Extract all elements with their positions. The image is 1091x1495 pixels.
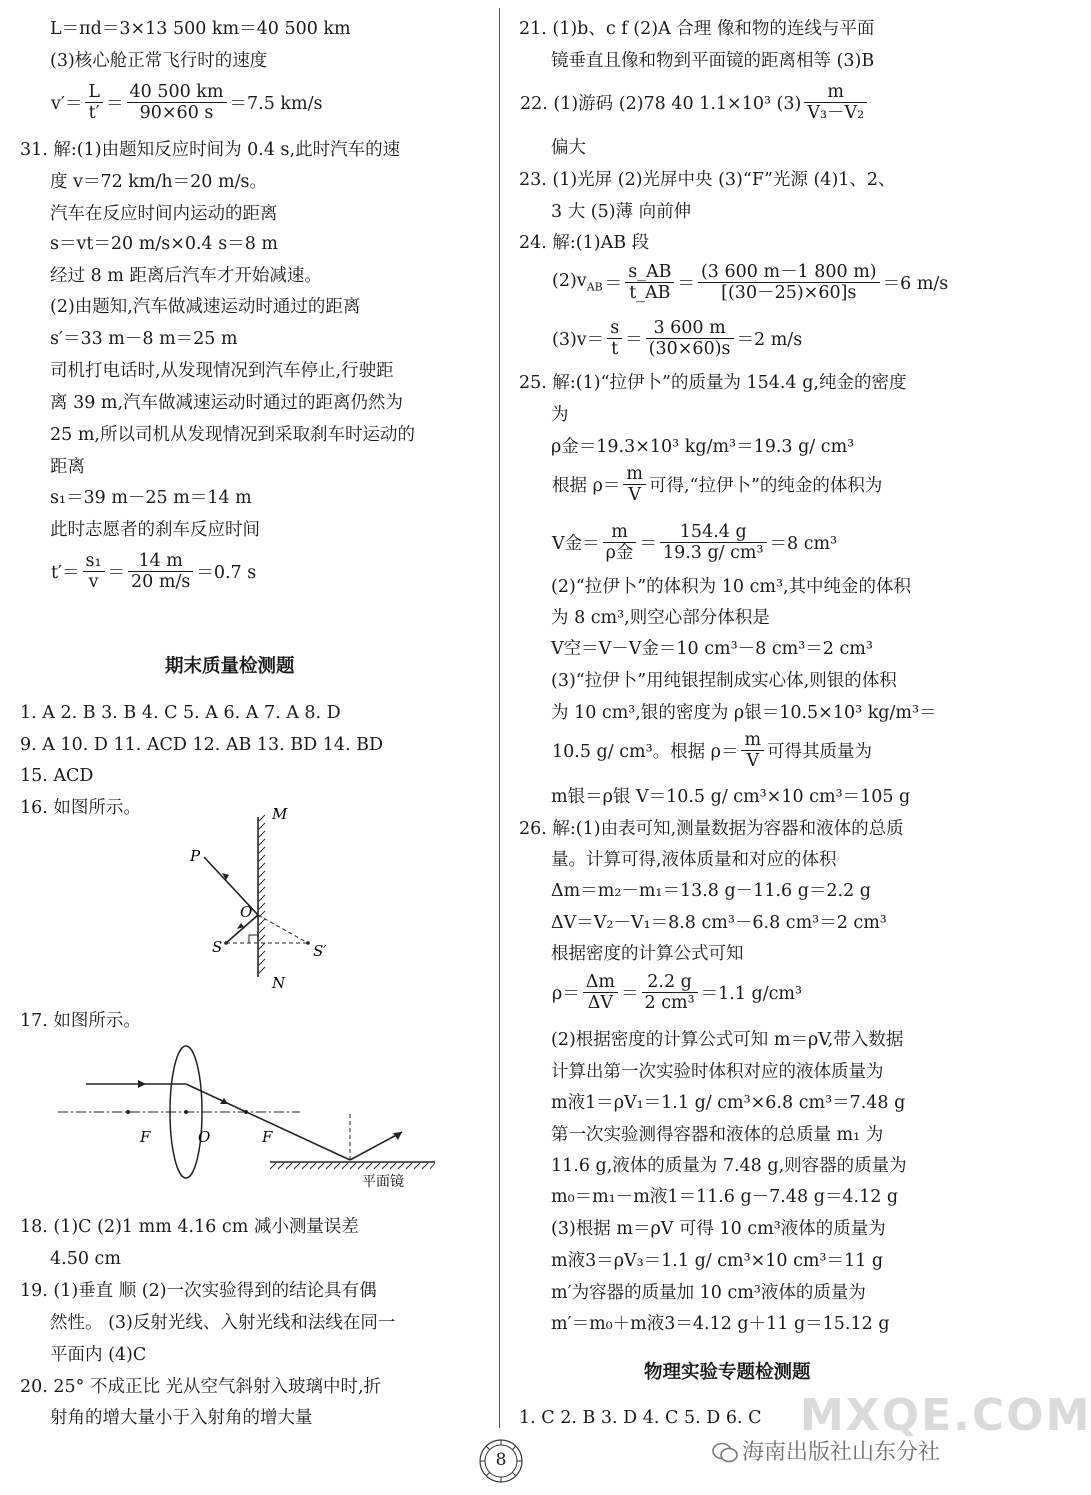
watermark-site: MXQE.COM bbox=[800, 1390, 1091, 1441]
formula-velocity: v′＝ $\frac{L}{t'}$ ＝ $\frac{40 500 km}{90\times 60 s}$ ＝7.5 km/s bbox=[51, 82, 323, 123]
text-line: s＝vt＝20 m/s×0.4 s＝8 m bbox=[50, 234, 279, 254]
column-divider bbox=[499, 8, 500, 1428]
question-23: 23. (1)光屏 (2)光屏中央 (3)“F”光源 (4)1、2、 bbox=[519, 170, 896, 190]
question-26: 26. 解:(1)由表可知,测量数据为容器和液体的总质 bbox=[519, 819, 904, 839]
text-line: 计算出第一次实验时体积对应的液体质量为 bbox=[551, 1062, 884, 1082]
label-S: S bbox=[212, 938, 223, 956]
page-number: 8 bbox=[495, 1450, 507, 1470]
text-line: m银＝ρ银 V＝10.5 g/ cm³×10 cm³＝105 g bbox=[551, 787, 911, 807]
text-line: 平面内 (4)C bbox=[50, 1345, 147, 1365]
text-line: (2)“拉伊卜”的体积为 10 cm³,其中纯金的体积 bbox=[551, 577, 912, 597]
text-line: 3 大 (5)薄 向前伸 bbox=[551, 202, 692, 222]
text-line: (2)根据密度的计算公式可知 m＝ρV,带入数据 bbox=[551, 1030, 904, 1050]
text-line: m液1＝ρV₁＝1.1 g/ cm³×6.8 cm³＝7.48 g bbox=[551, 1093, 906, 1113]
text-line: 汽车在反应时间内运动的距离 bbox=[50, 204, 278, 224]
text-line: Δm＝m₂－m₁＝13.8 g－11.6 g＝2.2 g bbox=[551, 881, 872, 901]
watermark-publisher: 海南出版社山东分社 bbox=[712, 1435, 940, 1466]
text-line: 第一次实验测得容器和液体的总质量 m₁ 为 bbox=[551, 1125, 884, 1145]
text-line: m液3＝ρV₃＝1.1 g/ cm³×10 cm³＝11 g bbox=[551, 1251, 884, 1271]
text-line: 射角的增大量小于入射角的增大量 bbox=[50, 1408, 313, 1428]
text-line: 偏大 bbox=[551, 138, 586, 158]
text-line: 经过 8 m 距离后汽车才开始减速。 bbox=[50, 266, 322, 286]
text-line: L＝πd＝3×13 500 km＝40 500 km bbox=[50, 19, 351, 39]
text-line: 根据密度的计算公式可知 bbox=[551, 944, 744, 964]
question-17: 17. 如图所示。 bbox=[20, 1011, 141, 1031]
label-O: O bbox=[240, 903, 253, 921]
formula-density: 根据 ρ＝ $\frac{m}{V}$ 可得,“拉伊卜”的纯金的体积为 bbox=[552, 464, 883, 505]
label-P: P bbox=[190, 847, 201, 865]
text-line: 然性。 (3)反射光线、入射光线和法线在同一 bbox=[50, 1313, 396, 1333]
text-line: (3)“拉伊卜”用纯银捏制成实心体,则银的体积 bbox=[551, 671, 897, 691]
section-title-final: 期末质量检测题 bbox=[165, 656, 295, 677]
text-line: 此时志愿者的刹车反应时间 bbox=[50, 520, 260, 540]
text-line: 度 v＝72 km/h＝20 m/s。 bbox=[50, 172, 267, 192]
answers-mc-3: 15. ACD bbox=[20, 766, 94, 786]
label-F-left: F bbox=[140, 1128, 151, 1146]
formula-v: (3)v＝ $\frac{s}{t}$ ＝ $\frac{3 600 m}{(30\times 60)s}$ ＝2 m/s bbox=[552, 318, 803, 359]
question-16: 16. 如图所示。 bbox=[20, 798, 141, 818]
label-N: N bbox=[272, 974, 286, 992]
text-line: m₀＝m₁－m液1＝11.6 g－7.48 g＝4.12 g bbox=[551, 1187, 899, 1207]
formula-rho: ρ＝ $\frac{\Delta m}{\Delta V}$ ＝ $\frac{2.2 g}{\text{2 cm³}}$ ＝1.1 g/cm³ bbox=[552, 972, 803, 1013]
text-line: V空＝V－V金＝10 cm³－8 cm³＝2 cm³ bbox=[551, 639, 873, 659]
formula-gold-volume: V金＝ $\frac{m}{\text{ρ金}}$ ＝ $\frac{154.4 g}{\text{19.3 g/ cm³}}$ ＝8 cm³ bbox=[552, 522, 838, 563]
text-line: 为 10 cm³,银的密度为 ρ银＝10.5×10³ kg/m³＝ bbox=[551, 703, 937, 723]
question-25: 25. 解:(1)“拉伊卜”的质量为 154.4 g,纯金的密度 bbox=[519, 373, 907, 393]
label-S-prime: S′ bbox=[313, 942, 327, 960]
text-line: 11.6 g,液体的质量为 7.48 g,则容器的质量为 bbox=[551, 1156, 907, 1176]
chat-icon bbox=[712, 1442, 738, 1464]
section-title-experiment: 物理实验专题检测题 bbox=[644, 1362, 811, 1383]
text-line: 25 m,所以司机从发现情况到采取刹车时运动的 bbox=[50, 425, 415, 445]
text-line: 司机打电话时,从发现情况到汽车停止,行驶距 bbox=[50, 361, 394, 381]
label-plane-mirror: 平面镜 bbox=[362, 1174, 404, 1190]
formula-vab: $(2)v_{AB}$ ＝ $\frac{s\_AB}{t\_AB}$ ＝ $\frac{(3 600 m-1 800 m)}{[(30-25)\times 60]s}$ ＝6 m/s bbox=[552, 262, 949, 303]
question-19: 19. (1)垂直 顺 (2)一次实验得到的结论具有偶 bbox=[20, 1281, 377, 1301]
text-line: ρ金＝19.3×10³ kg/m³＝19.3 g/ cm³ bbox=[551, 437, 855, 457]
question-21: 21. (1)b、c f (2)A 合理 像和物的连线与平面 bbox=[519, 19, 875, 39]
question-31: 31. 解:(1)由题知反应时间为 0.4 s,此时汽车的速 bbox=[20, 140, 401, 160]
text-line: 为 bbox=[551, 405, 569, 425]
question-24: 24. 解:(1)AB 段 bbox=[519, 233, 650, 253]
text-line: (3)根据 m＝ρV 可得 10 cm³液体的质量为 bbox=[551, 1219, 886, 1239]
question-18: 18. (1)C (2)1 mm 4.16 cm 减小测量误差 bbox=[20, 1217, 359, 1237]
text-line: s₁＝39 m－25 m＝14 m bbox=[50, 488, 252, 508]
text-line: m′为容器的质量加 10 cm³液体的质量为 bbox=[551, 1283, 866, 1303]
text-line: 4.50 cm bbox=[50, 1249, 121, 1269]
text-line: ΔV＝V₂－V₁＝8.8 cm³－6.8 cm³＝2 cm³ bbox=[551, 913, 887, 933]
label-F-right: F bbox=[262, 1128, 273, 1146]
answers-experiment-mc: 1. C 2. B 3. D 4. C 5. D 6. C bbox=[519, 1408, 762, 1428]
question-22: 22. (1)游码 (2)78 40 1.1×10³ (3) $\frac{m}{\text{V₃－V₂}}$ bbox=[519, 82, 869, 123]
answers-mc-1: 1. A 2. B 3. B 4. C 5. A 6. A 7. A 8. D bbox=[20, 703, 341, 723]
label-O: O bbox=[198, 1128, 211, 1146]
text-line: (3)核心舱正常飞行时的速度 bbox=[50, 51, 268, 71]
question-20: 20. 25° 不成正比 光从空气斜射入玻璃中时,折 bbox=[20, 1377, 382, 1397]
text-line: 镜垂直且像和物到平面镜的距离相等 (3)B bbox=[551, 51, 875, 71]
text-line: 离 39 m,汽车做减速运动时通过的距离仍然为 bbox=[50, 393, 404, 413]
text-line: 距离 bbox=[50, 457, 85, 477]
formula-reaction-time: t′＝ $\frac{\text{s₁}}{v}$ ＝ $\frac{14 m}{20 m/s}$ ＝0.7 s bbox=[51, 551, 257, 592]
answers-mc-2: 9. A 10. D 11. ACD 12. AB 13. BD 14. BD bbox=[20, 735, 384, 755]
label-M: M bbox=[272, 805, 288, 823]
text-line: s′＝33 m－8 m＝25 m bbox=[50, 329, 238, 349]
page-number-badge bbox=[478, 1438, 524, 1484]
text-line: (2)由题知,汽车做减速运动时通过的距离 bbox=[50, 297, 361, 317]
text-line: m′＝m₀＋m液3＝4.12 g＋11 g＝15.12 g bbox=[551, 1314, 890, 1334]
formula-silver: 10.5 g/ cm³。根据 ρ＝ $\frac{m}{V}$ 可得其质量为 bbox=[552, 730, 873, 771]
mirror-reflection-diagram bbox=[168, 805, 348, 990]
text-line: 为 8 cm³,则空心部分体积是 bbox=[551, 608, 770, 628]
lens-diagram bbox=[50, 1040, 460, 1190]
text-line: 量。计算可得,液体质量和对应的体积 bbox=[551, 850, 837, 870]
